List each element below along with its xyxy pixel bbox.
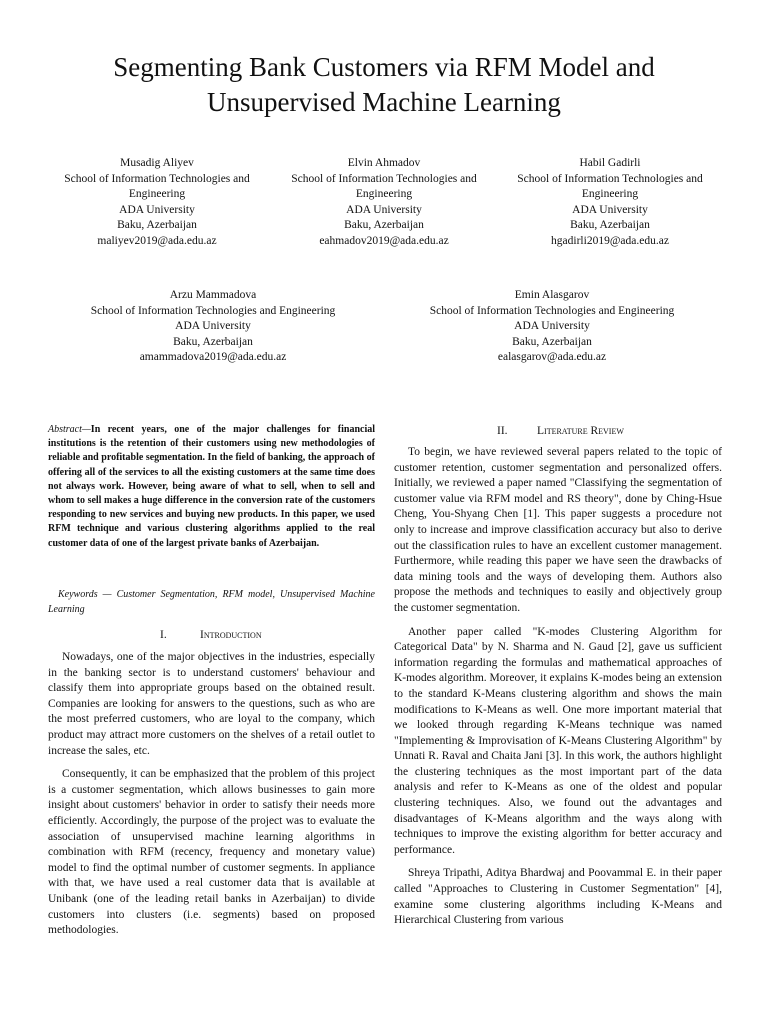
author-block-5 — [411, 288, 693, 366]
author-block-3 — [505, 156, 715, 249]
abstract-text: In recent years, one of the major challenges for financial institutions is the retention of their customers using new methodologies of reliable and profitable segmentation. In the field of banking, the approach of offering all of the services to all the existing customers at the same time does not always work. However, being aware of what to sell, when to sell and whom to sell makes a huge difference in the conversion rate of the customers responding to new services and buying new products. In this paper, we used RFM technique and various clustering algorithms applied to the real customer data of one of the largest private banks of Azerbaijan. — [48, 424, 375, 549]
author-affiliation: School of Information Technologies and Engineering — [291, 172, 477, 200]
author-email: hgadirli2019@ada.edu.az — [551, 234, 669, 247]
author-university: ADA University — [514, 320, 590, 332]
author-block-2 — [279, 156, 489, 249]
paragraph: Another paper called "K-modes Clustering Algorithm for Categorical Data" by N. Sharma and N. Gaud [2], gave us sufficient information regarding the formulas and mathematical approaches of K-modes algorithm. Moreover, it explains K-modes being an extension to the standard K-Means clustering algorithm and shows the main modifications to K-Means as well. One more important material that we looked through regarding K-Means technique was named "Implementing & Improvisation of K-Means Clustering Algorithm" by Unnati R. Raval and Chaita Jani [3]. In this work, the authors highlight the clustering techniques as the most important part of the data analysis and refer to K-Means as one of the oldest and popular clustering techniques. Also, we found out the advantages and disadvantages of K-Means algorithm and the ways along with techniques to improve the existing algorithm for better accuracy and performance. — [394, 625, 722, 856]
paragraph: To begin, we have reviewed several papers related to the topic of customer retention, customer segmentation and personalized offers. Initially, we reviewed a paper named "Classifying the segmentation of customer value via RFM model and RS theory", done by Ching-Hsue Cheng, You-Shyang Chen [1]. This paper suggests a procedure not only to increase and improve classification accuracy but also to derive out the classification rules to have an excellent customer management. Furthermore, while reading this paper we have seen the drawbacks of data mining tools and the ways of developing them. Authors also propose the methods and techniques to easily and objectively group the customer segmentation. — [394, 446, 722, 614]
keywords-label: Keywords — [58, 589, 98, 600]
author-location: Baku, Azerbaijan — [117, 219, 197, 231]
author-name: Arzu Mammadova — [169, 289, 257, 301]
author-university: ADA University — [119, 203, 195, 216]
author-block-1 — [52, 156, 262, 249]
section-title: Literature Review — [537, 425, 624, 437]
author-location: Baku, Azerbaijan — [570, 219, 650, 231]
author-affiliation: School of Information Technologies and Engineering — [90, 304, 336, 317]
section-heading-introduction — [160, 627, 262, 643]
author-block-4 — [72, 288, 354, 366]
author-location: Baku, Azerbaijan — [512, 335, 592, 348]
paragraph: Consequently, it can be emphasized that the problem of this project is a customer segmentation, which allows businesses to gain more insight about customers' behavior in order to satisfy their needs more efficiently. Accordingly, the purpose of the project was to evaluate the association of unsupervised machine learning algorithms in combination with RFM (recency, frequency and monetary value) model to find the optimal number of customer segments. In appliance with that, we have used a real customer data that is available at Unibank (one of the leading retail banks in Azerbaijan) to divide customers into clusters (i.e. segments) based on proposed methodologies. — [48, 768, 375, 937]
paragraph: Nowadays, one of the major objectives in the industries, especially in the banking sector is to understand customers' behaviour and classify them into appropriate groups based on the obtained result. Companies are looking for answers to the questions, such as who are the most preferred customers, who are loyal to the company, which product may attract more customers on the shelves of a retail outlet to increase the sales, etc. — [48, 651, 375, 757]
keywords: Keywords — Customer Segmentation, RFM model, Unsupervised Machine Learning — [48, 589, 375, 615]
author-email: amammadova2019@ada.edu.az — [139, 351, 287, 363]
author-name: Habil Gadirli — [579, 157, 641, 169]
section-heading-literature-review — [497, 423, 624, 439]
section-title: Introduction — [200, 629, 262, 641]
keywords-text: Customer Segmentation, RFM model, Unsupervised Machine Learning — [48, 589, 375, 615]
abstract: Abstract—In recent years, one of the major challenges for financial institutions is the retention of their customers using new methodologies of reliable and profitable segmentation. In the field of banking, the approach of offering all of the services to all the existing customers at the same time does not always work. However, being aware of what to sell, when to sell and whom to sell makes a huge difference in the conversion rate of the customers responding to new services and buying new products. In this paper, we used RFM technique and various clustering algorithms applied to the real customer data of one of the largest private banks of Azerbaijan. — [48, 424, 375, 549]
author-email: maliyev2019@ada.edu.az — [97, 234, 217, 247]
author-university: ADA University — [346, 203, 422, 216]
paragraph: Shreya Tripathi, Aditya Bhardwaj and Poovammal E. in their paper called "Approaches to Clustering in Customer Segmentation" [4], examine some clustering algorithms including K-Means and Hierarchical Clustering from various — [394, 867, 722, 927]
author-affiliation: School of Information Technologies and Engineering — [429, 304, 675, 317]
section-number: II. — [497, 425, 508, 437]
paper-title: Segmenting Bank Customers via RFM Model and Unsupervised Machine Learning — [113, 52, 655, 117]
author-affiliation: School of Information Technologies and Engineering — [64, 172, 250, 200]
author-email: ealasgarov@ada.edu.az — [497, 351, 607, 363]
author-email: eahmadov2019@ada.edu.az — [319, 234, 449, 247]
section-number: I. — [160, 629, 167, 641]
author-affiliation: School of Information Technologies and Engineering — [517, 172, 703, 200]
left-column-body — [48, 650, 375, 939]
author-university: ADA University — [175, 320, 251, 332]
author-location: Baku, Azerbaijan — [173, 335, 253, 348]
author-name: Musadig Aliyev — [120, 157, 194, 169]
right-column-body — [394, 445, 722, 1005]
abstract-label: Abstract — [48, 424, 82, 435]
author-name: Elvin Ahmadov — [347, 157, 421, 169]
author-name: Emin Alasgarov — [514, 289, 590, 301]
author-location: Baku, Azerbaijan — [344, 219, 424, 231]
author-university: ADA University — [572, 203, 648, 216]
